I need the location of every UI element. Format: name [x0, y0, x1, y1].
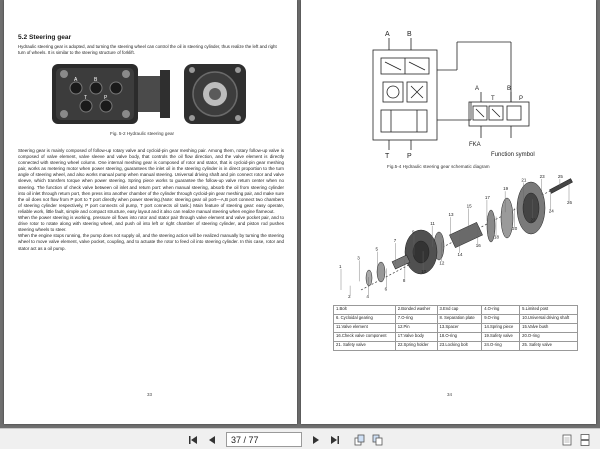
schematic-label-t: T: [385, 153, 390, 160]
callout-number: 5: [375, 246, 378, 252]
callout-number: 9: [411, 229, 415, 235]
table-row: [334, 333, 578, 342]
schematic-label-b: B: [407, 31, 412, 38]
table-cell: 25. Safety valve: [520, 342, 578, 351]
callout-number: 12: [439, 260, 445, 266]
page-number: 34: [447, 392, 453, 397]
page-number-input[interactable]: 37 / 77: [226, 432, 302, 447]
table-row: [334, 324, 578, 333]
table-cell: 19.Safety valve: [482, 333, 520, 342]
callout-number: 6: [384, 286, 388, 292]
callout-number: 11: [430, 220, 435, 226]
table-cell: 4.O-ring: [482, 306, 520, 315]
callout-number: 4: [366, 294, 369, 299]
table-cell: 8. Separation plate: [437, 315, 482, 324]
schematic-label-p: P: [407, 153, 412, 160]
callout-number: 14: [457, 251, 463, 257]
callout-number: 24: [548, 208, 554, 214]
callout-number: 20: [512, 225, 518, 231]
callout-number: 25: [557, 174, 563, 179]
port-label-a: A: [74, 77, 78, 83]
paragraph: When the engine stops running, the pump does not supply oil, and the steering action will be realized manually by turning the steering wheel to move valve element, valve pocket, coupling, and to actuate the rotor to feed oil into steering cylinder. In this case, rotor and stator act as a oil pump.: [18, 233, 284, 251]
callout-number: 2: [348, 294, 351, 299]
table-cell: 2.Bonded washer: [395, 306, 437, 315]
parts-table: [333, 305, 578, 351]
callout-number: 22: [530, 217, 536, 223]
table-cell: 7.O-ring: [395, 315, 437, 324]
intro-text: Hydraulic steering gear is adopted, and turning the steering wheel can control the oil in steering cylinder, thus realize the left and right turn of wheels. It is similar to the steering structure of forklift.: [18, 44, 277, 55]
table-cell: 16.Check valve component: [334, 333, 396, 342]
back-icon[interactable]: [353, 432, 367, 447]
table-cell: 13.Spacer: [437, 324, 482, 333]
port-label-p: P: [104, 95, 108, 101]
table-cell: 1.Bolt: [334, 306, 396, 315]
schematic-caption: Fig.5-4 Hydraulic steering gear schematic diagram: [387, 164, 490, 169]
fka-label: FKA: [469, 142, 481, 148]
prev-page-icon[interactable]: [205, 432, 219, 447]
first-page-icon[interactable]: [186, 432, 200, 447]
callout-number: 16: [475, 243, 481, 249]
callout-number: 8: [402, 277, 406, 283]
table-cell: 3.End cap: [437, 306, 482, 315]
callout-number: 1: [339, 264, 342, 269]
hydraulic-schematic-diagram: [361, 30, 561, 160]
function-label-p: P: [519, 96, 524, 102]
table-cell: 6. Cycloidal gearing: [334, 315, 396, 324]
body-text: [18, 148, 284, 252]
callout-number: 19: [503, 186, 509, 192]
table-row: [334, 342, 578, 351]
table-row: [334, 315, 578, 324]
callout-number: 15: [466, 203, 472, 209]
document-page-right: [301, 0, 596, 424]
callout-number: 7: [393, 238, 397, 244]
callout-number: 3: [357, 255, 360, 261]
single-page-icon[interactable]: [560, 432, 574, 447]
schematic-label-a: A: [385, 31, 390, 38]
table-cell: 14.Spring piece: [482, 324, 520, 333]
table-row: [334, 306, 578, 315]
function-label-t: T: [491, 96, 495, 102]
port-label-t: T: [84, 95, 88, 101]
last-page-icon[interactable]: [328, 432, 342, 447]
function-label-a: A: [475, 86, 480, 92]
table-cell: 22.Spring holder: [395, 342, 437, 351]
table-cell: 5.Limited post: [520, 306, 578, 315]
callout-number: 13: [448, 212, 454, 218]
table-cell: 9.O-ring: [482, 315, 520, 324]
table-cell: 21. Safety valve: [334, 342, 396, 351]
callout-number: 17: [484, 194, 490, 200]
table-cell: 20.O-ring: [520, 333, 578, 342]
callout-number: 23: [539, 174, 545, 179]
callout-number: 21: [521, 177, 527, 183]
callout-number: 10: [421, 269, 427, 275]
exploded-view-diagram: [331, 172, 581, 302]
paragraph: Steering gear is mainly composed of follow-up rotary valve and cycloid-pin gear meshing pair. Among them, rotary follow-up valve is composed of valve element, valve sleeve and valve body, that controls the oil flow direction, and the valve element is directly connected with steering wheel column. One internal meshing gear is composed of rotor and stator, that is cycloid-pin gear meshing pair, works as metering motor when power steering, guarantees the inlet oil in the steering cylinder is in direct proportion to the turn angle of steering wheel, and also works manual pump when manual steering. Universal driving shaft and pin connect rotor and valve sleeve, which transfers torque when power steering. Spring piece works to guarantee the follow-up valve return center when no steering. The function of check valve between oil inlet and return port: when manual steering, absorb the oil from steering cylinder into oil inlet through return port, then press into another chamber of the cylinder through cycloid-pin gear meshing pair, and make sure the oil does not flow from P port to T port directly when power steering.(Note: steering gear oil port—A,B port connect two chambers of steering cylinder respectively, P port connects oil pump, T port connects oil tank.) Main feature of steering gear: easy operate, reliable work, little fault, simple and compact structure, easy layout and it also can realize manual steering when engine flameout.: [18, 148, 284, 214]
table-cell: 12.Pin: [395, 324, 437, 333]
continuous-page-icon[interactable]: [578, 432, 592, 447]
function-symbol-label: Function symbol: [491, 152, 535, 158]
function-label-b: B: [507, 86, 512, 92]
document-page-left: [4, 0, 297, 424]
table-cell: 18.O-ring: [437, 333, 482, 342]
callout-number: 18: [494, 234, 500, 240]
table-cell: 10.Universal driving shaft: [520, 315, 578, 324]
figure-caption: Fig. 5-2 Hydraulic steering gear: [110, 131, 175, 136]
paragraph: When the power steering is working, pressure oil flows into rotor and stator pair through valve element and valve pocket pair, and to drive rotor to rotate along with steering wheel, and push oil into left or right chamber of steering cylinder, and piston rod pushes steering wheels to steer.: [18, 215, 284, 233]
table-cell: 11.Valve element: [334, 324, 396, 333]
table-cell: 15.Valve bush: [520, 324, 578, 333]
steering-gear-photo: [44, 58, 264, 128]
next-page-icon[interactable]: [309, 432, 323, 447]
port-label-b: B: [94, 77, 98, 83]
table-cell: 24.O-ring: [482, 342, 520, 351]
page-number: 33: [147, 392, 153, 397]
forward-icon[interactable]: [371, 432, 385, 447]
callout-number: 26: [567, 200, 573, 205]
viewer-toolbar: [0, 428, 600, 449]
section-title: 5.2 Steering gear: [18, 34, 72, 41]
table-cell: 17.Valve body: [395, 333, 437, 342]
table-cell: 23.Locking bolt: [437, 342, 482, 351]
